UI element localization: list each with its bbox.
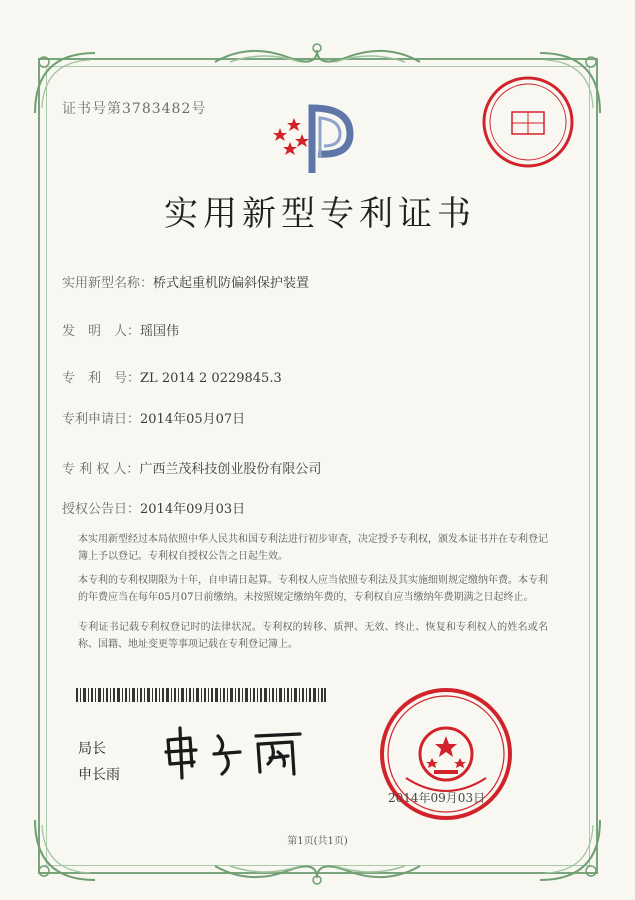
certificate-number: 证书号第3783482号 [62, 101, 207, 117]
patent-office-logo-icon [262, 98, 362, 178]
field-label: 专利申请日： [62, 412, 141, 427]
agency-seal-icon [478, 72, 578, 172]
field-value: ZL 2014 2 0229845.3 [140, 371, 282, 386]
field-label: 发 明 人： [62, 324, 141, 339]
top-ornament-icon [210, 40, 425, 68]
field-label: 实用新型名称： [62, 276, 154, 291]
field-patent-number [62, 367, 282, 386]
field-label: 专 利 号： [62, 371, 141, 386]
barcode-icon [76, 688, 326, 702]
body-paragraph: 本实用新型经过本局依照中华人民共和国专利法进行初步审查，决定授予专利权，颁发本证书并在专利登记簿上予以登记。专利权自授权公告之日起生效。 [78, 534, 548, 562]
field-patentee [62, 458, 321, 477]
corner-ornament-icon [535, 815, 605, 885]
field-label: 专 利 权 人： [62, 462, 140, 477]
handwritten-signature-icon [160, 722, 330, 782]
field-label: 授权公告日： [62, 502, 141, 517]
body-paragraph: 本专利的专利权期限为十年，自申请日起算。专利权人应当依照专利法及其实施细则规定缴纳年费。本专利的年费应当在每年05月07日前缴纳。未按照规定缴纳年费的，专利权自应当缴纳年费期满之日起终止。 [78, 575, 548, 603]
page-number: 第1页(共1页) [287, 836, 348, 847]
field-value: 2014年05月07日 [140, 412, 246, 427]
field-value: 2014年09月03日 [140, 502, 246, 517]
field-value: 桥式起重机防偏斜保护装置 [153, 276, 310, 291]
certificate-title: 实用新型专利证书 [164, 194, 476, 234]
director-title: 局长 [78, 741, 106, 757]
corner-ornament-icon [30, 815, 100, 885]
field-inventor [62, 320, 179, 339]
director-name: 申长雨 [78, 767, 120, 783]
bottom-ornament-icon [210, 860, 425, 888]
field-value: 瑶国伟 [140, 324, 180, 339]
field-utility-model-name [62, 272, 309, 291]
field-application-date [62, 408, 245, 427]
field-value: 广西兰茂科技创业股份有限公司 [139, 462, 322, 477]
body-paragraph: 专利证书记载专利权登记时的法律状况。专利权的转移、质押、无效、终止、恢复和专利权人的姓名或名称、国籍、地址变更等事项记载在专利登记簿上。 [78, 622, 548, 650]
field-grant-date [62, 498, 245, 517]
seal-date: 2014年09月03日 [388, 791, 486, 805]
